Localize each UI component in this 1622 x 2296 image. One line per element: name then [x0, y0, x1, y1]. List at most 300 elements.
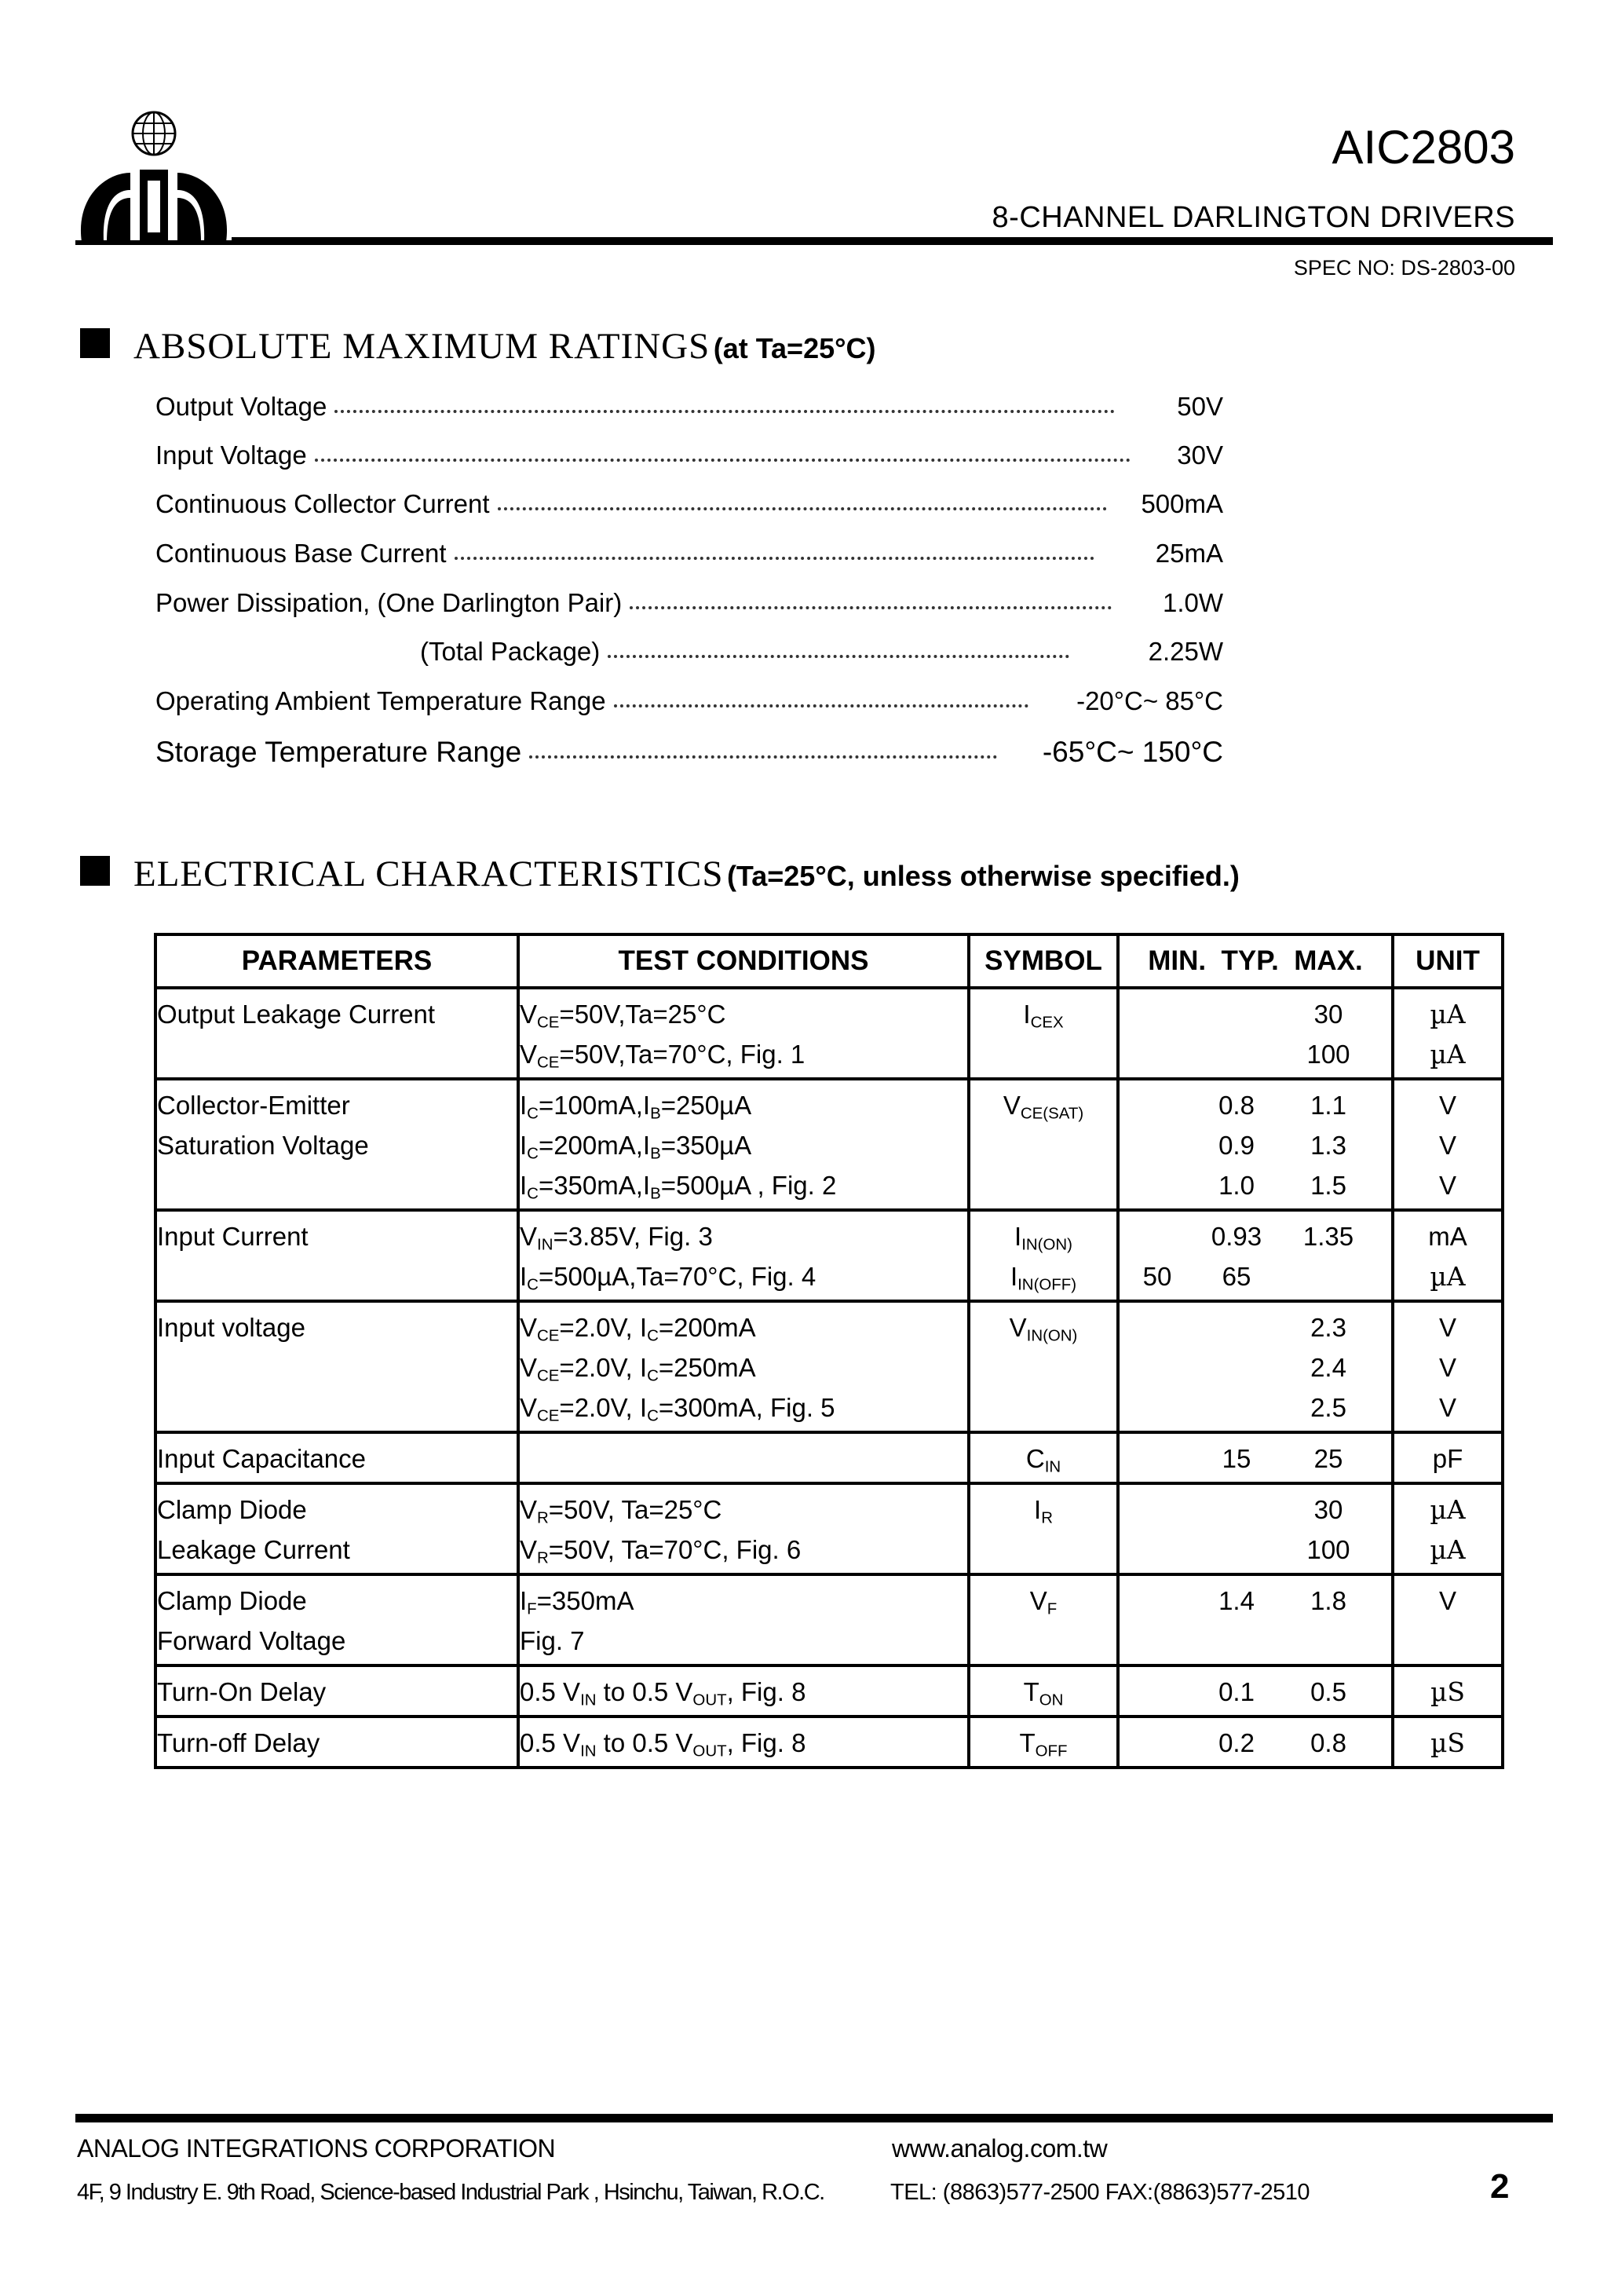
- parameter-cell: [155, 1574, 518, 1665]
- subscript: IN(ON): [1026, 1326, 1078, 1345]
- parameter-name: Clamp Diode: [157, 1586, 307, 1615]
- page-number: 2: [1490, 2167, 1510, 2206]
- rating-row: [155, 684, 1223, 718]
- parameter-name: Input Current: [157, 1222, 309, 1251]
- parameter-cell: [155, 1210, 518, 1301]
- rating-row: [155, 735, 1223, 770]
- unit-cell: [1393, 1210, 1503, 1301]
- header-symbol: SYMBOL: [969, 934, 1118, 988]
- table-row: [155, 1483, 1503, 1574]
- unit-cell: [1393, 1079, 1503, 1210]
- subscript: F: [527, 1600, 537, 1618]
- test-condition: [520, 1490, 967, 1530]
- electrical-title: ELECTRICAL CHARACTERISTICS: [133, 854, 724, 894]
- typ-value: [1195, 1347, 1278, 1387]
- symbol: [970, 1216, 1116, 1256]
- text-run: =50V,Ta=70°C, Fig. 1: [559, 1040, 806, 1069]
- min-value: [1120, 1439, 1195, 1479]
- test-condition: [520, 1085, 967, 1125]
- value-line: [1120, 1387, 1391, 1428]
- symbol-cell: [969, 988, 1118, 1079]
- subscript: C: [527, 1104, 539, 1123]
- test-condition-cell: [518, 1301, 969, 1432]
- min-value: [1120, 1530, 1195, 1570]
- symbol-cell: [969, 1079, 1118, 1210]
- section-bullet: [80, 856, 110, 886]
- text-run: V: [1009, 1313, 1027, 1342]
- test-condition-cell: [518, 1717, 969, 1768]
- rating-label: Storage Temperature Range: [155, 736, 522, 768]
- rating-label: Input Voltage: [155, 441, 307, 470]
- rating-label: Continuous Collector Current: [155, 489, 490, 518]
- header-divider: [232, 237, 1553, 245]
- min-typ-max-cell: [1118, 1665, 1393, 1717]
- section-bullet: [80, 328, 110, 358]
- dot-leader: [498, 507, 1107, 510]
- min-typ-max-cell: [1118, 1717, 1393, 1768]
- min-typ-max-cell: [1118, 1483, 1393, 1574]
- typ-value: 1.4: [1218, 1586, 1255, 1615]
- test-condition-cell: [518, 1432, 969, 1483]
- max-value: 25: [1313, 1444, 1343, 1473]
- unit-value: V: [1438, 1131, 1456, 1160]
- text-run: =3.85V, Fig. 3: [553, 1222, 713, 1251]
- typ-value: 0.9: [1218, 1131, 1255, 1160]
- subscript: R: [1041, 1508, 1053, 1527]
- header-min-typ-max: MIN. TYP. MAX.: [1118, 934, 1393, 988]
- subscript: IN(OFF): [1017, 1275, 1077, 1294]
- value-line: [1120, 1581, 1391, 1621]
- text-run: I: [520, 1091, 528, 1120]
- parameter-name: Turn-off Delay: [157, 1728, 320, 1757]
- rating-label: Operating Ambient Temperature Range: [155, 686, 606, 715]
- value-line: [1120, 994, 1391, 1034]
- typ-value: 1.0: [1218, 1171, 1255, 1200]
- footer-address: 4F, 9 Industry E. 9th Road, Science-based Industrial Park , Hsinchu, Taiwan, R.O.C.: [77, 2180, 824, 2205]
- test-condition: [520, 1672, 967, 1712]
- test-condition: [520, 1034, 967, 1074]
- table-row: [155, 988, 1503, 1079]
- test-condition: [520, 1387, 967, 1428]
- table-row: [155, 1301, 1503, 1432]
- test-condition: [520, 994, 967, 1034]
- electrical-note: (Ta=25°C, unless otherwise specified.): [726, 860, 1240, 892]
- test-condition-cell: [518, 1665, 969, 1717]
- ratings-note: (at Ta=25°C): [713, 332, 876, 364]
- max-value: 1.3: [1310, 1131, 1346, 1160]
- value-line: [1120, 1672, 1391, 1712]
- value-line: [1120, 1034, 1391, 1074]
- dot-leader: [315, 459, 1131, 462]
- symbol-cell: [969, 1483, 1118, 1574]
- test-condition-cell: [518, 988, 969, 1079]
- typ-value: 0.2: [1218, 1728, 1255, 1757]
- typ-value: [1195, 1387, 1278, 1428]
- value-line: [1120, 1216, 1391, 1256]
- unit-value: V: [1438, 1091, 1456, 1120]
- text-run: =50V, Ta=70°C, Fig. 6: [548, 1535, 802, 1564]
- min-typ-max-cell: [1118, 988, 1393, 1079]
- min-typ-max-cell: [1118, 1432, 1393, 1483]
- parameter-name: Output Leakage Current: [157, 1000, 436, 1029]
- value-line: [1120, 1490, 1391, 1530]
- rating-row: [155, 536, 1223, 571]
- rating-value: 2.25W: [1148, 637, 1223, 666]
- rating-value: -20°C~ 85°C: [1076, 686, 1223, 715]
- max-value: 1.35: [1302, 1222, 1354, 1251]
- unit-value: mA: [1428, 1222, 1467, 1251]
- parameter-name: Turn-On Delay: [157, 1677, 327, 1706]
- subscript: OUT: [692, 1742, 727, 1760]
- min-value: [1120, 1672, 1195, 1712]
- text-run: =500µA , Fig. 2: [660, 1171, 837, 1200]
- typ-value: [1195, 1034, 1278, 1074]
- subscript: R: [537, 1508, 549, 1527]
- symbol: [970, 994, 1116, 1034]
- unit-value: µA: [1430, 1039, 1466, 1069]
- unit-value: V: [1438, 1313, 1456, 1342]
- table-row: [155, 1432, 1503, 1483]
- footer-website[interactable]: www.analog.com.tw: [892, 2134, 1108, 2163]
- dot-leader: [529, 755, 997, 759]
- rating-label: Output Voltage: [155, 392, 327, 421]
- symbol-cell: [969, 1210, 1118, 1301]
- rating-row: [155, 487, 1223, 521]
- min-value: [1120, 1347, 1195, 1387]
- max-value: 1.5: [1310, 1171, 1346, 1200]
- aic-logo-icon: [75, 110, 232, 251]
- value-line: [1120, 1439, 1391, 1479]
- text-run: =2.0V, I: [559, 1353, 648, 1382]
- rating-row: [420, 634, 1223, 669]
- unit-value: µS: [1430, 1676, 1466, 1707]
- ratings-heading: [133, 328, 876, 365]
- typ-value: 15: [1222, 1444, 1251, 1473]
- parameter-name: Forward Voltage: [157, 1626, 346, 1655]
- table-row: [155, 1665, 1503, 1717]
- test-condition: [520, 1216, 967, 1256]
- unit-value: pF: [1432, 1444, 1463, 1473]
- text-run: , Fig. 8: [726, 1677, 806, 1706]
- unit-value: µA: [1430, 999, 1466, 1029]
- typ-value: [1195, 994, 1278, 1034]
- typ-value: 65: [1222, 1262, 1251, 1291]
- symbol: [970, 1723, 1116, 1763]
- text-run: V: [1029, 1586, 1047, 1615]
- unit-value: V: [1438, 1171, 1456, 1200]
- max-value: 2.5: [1310, 1393, 1346, 1422]
- unit-cell: [1393, 1483, 1503, 1574]
- parameter-name: Input voltage: [157, 1313, 305, 1342]
- test-condition-cell: [518, 1079, 969, 1210]
- max-value: 1.8: [1310, 1586, 1346, 1615]
- text-run: =250µA: [660, 1091, 752, 1120]
- test-condition: [520, 1581, 967, 1621]
- symbol: [970, 1581, 1116, 1621]
- text-run: C: [1025, 1444, 1045, 1473]
- ratings-title: ABSOLUTE MAXIMUM RATINGS: [133, 326, 711, 367]
- subscript: IN: [537, 1235, 553, 1254]
- test-condition-cell: [518, 1483, 969, 1574]
- text-run: 0.5 V: [520, 1728, 581, 1757]
- unit-value: µA: [1430, 1261, 1466, 1292]
- table-row: [155, 1574, 1503, 1665]
- rating-value: 1.0W: [1162, 588, 1223, 617]
- parameter-cell: [155, 1665, 518, 1717]
- footer-divider: [75, 2114, 1553, 2122]
- header-parameters: PARAMETERS: [155, 934, 518, 988]
- min-value: [1120, 1085, 1195, 1125]
- document-subtitle: 8-CHANNEL DARLINGTON DRIVERS: [992, 201, 1515, 234]
- text-run: =50V,Ta=25°C: [559, 1000, 726, 1029]
- symbol: [970, 1490, 1116, 1530]
- value-line: [1120, 1125, 1391, 1165]
- unit-cell: [1393, 1665, 1503, 1717]
- electrical-heading: [133, 856, 1240, 893]
- test-condition: [520, 1347, 967, 1387]
- unit-cell: [1393, 1574, 1503, 1665]
- min-value: [1120, 1216, 1195, 1256]
- symbol: [970, 1307, 1116, 1347]
- unit-value: V: [1438, 1393, 1456, 1422]
- symbol-cell: [969, 1301, 1118, 1432]
- text-run: I: [1034, 1495, 1042, 1524]
- subscript: CEX: [1030, 1013, 1064, 1032]
- min-value: [1120, 1165, 1195, 1205]
- text-run: V: [520, 1222, 538, 1251]
- subscript: OUT: [692, 1691, 727, 1709]
- typ-value: [1195, 1490, 1278, 1530]
- test-condition: [520, 1125, 967, 1165]
- subscript: R: [537, 1548, 549, 1567]
- test-condition: [520, 1165, 967, 1205]
- text-run: T: [1019, 1728, 1036, 1757]
- min-value: 50: [1142, 1262, 1172, 1291]
- unit-value: µS: [1430, 1727, 1466, 1758]
- subscript: IN: [1044, 1457, 1061, 1476]
- parameter-cell: [155, 1079, 518, 1210]
- parameter-name: Collector-Emitter: [157, 1091, 350, 1120]
- parameter-name: Saturation Voltage: [157, 1131, 369, 1160]
- text-run: V: [520, 1353, 538, 1382]
- subscript: B: [650, 1144, 661, 1163]
- subscript: IN: [580, 1691, 597, 1709]
- parameter-name: Leakage Current: [157, 1535, 350, 1564]
- subscript: C: [527, 1144, 539, 1163]
- text-run: =300mA, Fig. 5: [658, 1393, 835, 1422]
- value-line: [1120, 1256, 1391, 1296]
- text-run: V: [520, 1313, 538, 1342]
- value-line: [1120, 1307, 1391, 1347]
- value-line: [1120, 1723, 1391, 1763]
- max-value: [1278, 1256, 1379, 1296]
- text-run: =350µA: [660, 1131, 752, 1160]
- text-run: 0.5 V: [520, 1677, 581, 1706]
- min-value: [1120, 994, 1195, 1034]
- subscript: CE: [537, 1013, 560, 1032]
- text-run: to 0.5 V: [596, 1728, 693, 1757]
- test-condition: [520, 1307, 967, 1347]
- value-line: [1120, 1347, 1391, 1387]
- dot-leader: [455, 557, 1094, 560]
- rating-value: 50V: [1177, 392, 1223, 421]
- subscript: IN: [580, 1742, 597, 1760]
- symbol: [970, 1256, 1116, 1296]
- max-value: 0.5: [1310, 1677, 1346, 1706]
- min-value: [1120, 1125, 1195, 1165]
- unit-value: V: [1438, 1353, 1456, 1382]
- typ-value: 0.8: [1218, 1091, 1255, 1120]
- table-header-row: [155, 934, 1503, 988]
- value-line: [1120, 1165, 1391, 1205]
- min-value: [1120, 1034, 1195, 1074]
- min-value: [1120, 1307, 1195, 1347]
- rating-label: Continuous Base Current: [155, 539, 447, 568]
- symbol-cell: [969, 1665, 1118, 1717]
- max-value: 100: [1306, 1040, 1350, 1069]
- parameter-cell: [155, 1432, 518, 1483]
- max-value: 2.3: [1310, 1313, 1346, 1342]
- min-value: [1120, 1387, 1195, 1428]
- unit-value: µA: [1430, 1494, 1466, 1525]
- symbol-cell: [969, 1717, 1118, 1768]
- parameter-cell: [155, 1483, 518, 1574]
- subscript: OFF: [1035, 1742, 1068, 1760]
- max-value: 1.1: [1310, 1091, 1346, 1120]
- text-run: I: [520, 1171, 528, 1200]
- rating-value: -65°C~ 150°C: [1042, 736, 1223, 768]
- header-unit: UNIT: [1393, 934, 1503, 988]
- subscript: CE: [537, 1366, 560, 1385]
- text-run: =250mA: [658, 1353, 756, 1382]
- subscript: CE: [537, 1326, 560, 1345]
- text-run: V: [520, 1000, 538, 1029]
- text-run: =200mA,I: [538, 1131, 651, 1160]
- rating-label: (Total Package): [420, 637, 601, 666]
- test-condition-cell: [518, 1574, 969, 1665]
- parameter-cell: [155, 1717, 518, 1768]
- text-run: I: [1023, 1000, 1031, 1029]
- parameter-name: Clamp Diode: [157, 1495, 307, 1524]
- text-run: I: [1010, 1262, 1018, 1291]
- text-run: =2.0V, I: [559, 1393, 648, 1422]
- text-run: I: [520, 1262, 528, 1291]
- unit-cell: [1393, 1301, 1503, 1432]
- text-run: =200mA: [658, 1313, 756, 1342]
- subscript: C: [527, 1275, 539, 1294]
- unit-cell: [1393, 1432, 1503, 1483]
- text-run: T: [1023, 1677, 1039, 1706]
- subscript: ON: [1039, 1691, 1064, 1709]
- test-condition: [520, 1530, 967, 1570]
- dot-leader: [334, 410, 1115, 413]
- max-value: 0.8: [1310, 1728, 1346, 1757]
- subscript: IN(ON): [1021, 1235, 1072, 1254]
- rating-value: 500mA: [1141, 489, 1223, 518]
- subscript: C: [647, 1326, 659, 1345]
- unit-cell: [1393, 988, 1503, 1079]
- text-run: I: [1014, 1222, 1022, 1251]
- unit-value: V: [1438, 1586, 1456, 1615]
- text-run: =500µA,Ta=70°C, Fig. 4: [538, 1262, 816, 1291]
- rating-label: Power Dissipation, (One Darlington Pair): [155, 588, 623, 617]
- subscript: CE: [537, 1406, 560, 1425]
- text-run: =100mA,I: [538, 1091, 651, 1120]
- max-value: 100: [1306, 1535, 1350, 1564]
- unit-cell: [1393, 1717, 1503, 1768]
- min-value: [1120, 1723, 1195, 1763]
- text-run: I: [520, 1586, 528, 1615]
- rating-value: 30V: [1177, 441, 1223, 470]
- typ-value: 0.93: [1211, 1222, 1262, 1251]
- text-run: =350mA,I: [538, 1171, 651, 1200]
- subscript: C: [527, 1184, 539, 1203]
- text-run: =350mA: [536, 1586, 634, 1615]
- symbol: [970, 1439, 1116, 1479]
- symbol: [970, 1672, 1116, 1712]
- value-line: [1120, 1085, 1391, 1125]
- rating-row: [155, 389, 1223, 424]
- test-condition: [520, 1256, 967, 1296]
- text-run: I: [520, 1131, 528, 1160]
- symbol-cell: [969, 1574, 1118, 1665]
- min-typ-max-cell: [1118, 1079, 1393, 1210]
- text-run: Fig. 7: [520, 1626, 585, 1655]
- unit-value: µA: [1430, 1534, 1466, 1565]
- symbol: [970, 1085, 1116, 1125]
- table-row: [155, 1717, 1503, 1768]
- typ-value: [1195, 1307, 1278, 1347]
- test-condition-cell: [518, 1210, 969, 1301]
- min-typ-max-cell: [1118, 1574, 1393, 1665]
- min-value: [1120, 1581, 1195, 1621]
- parameter-cell: [155, 1301, 518, 1432]
- text-run: V: [520, 1495, 538, 1524]
- subscript: B: [650, 1104, 661, 1123]
- table-row: [155, 1210, 1503, 1301]
- rating-row: [155, 586, 1223, 620]
- subscript: CE: [537, 1053, 560, 1072]
- subscript: C: [647, 1366, 659, 1385]
- min-typ-max-cell: [1118, 1210, 1393, 1301]
- symbol-cell: [969, 1432, 1118, 1483]
- footer-company: ANALOG INTEGRATIONS CORPORATION: [77, 2134, 556, 2163]
- max-value: 2.4: [1310, 1353, 1346, 1382]
- parameter-name: Input Capacitance: [157, 1444, 367, 1473]
- parameter-cell: [155, 988, 518, 1079]
- text-run: =2.0V, I: [559, 1313, 648, 1342]
- text-run: V: [1003, 1091, 1021, 1120]
- dot-leader: [608, 655, 1069, 658]
- part-number: AIC2803: [1332, 121, 1515, 174]
- text-run: , Fig. 8: [726, 1728, 806, 1757]
- typ-value: [1195, 1530, 1278, 1570]
- spec-number: SPEC NO: DS-2803-00: [1293, 256, 1515, 280]
- max-value: 30: [1313, 1495, 1343, 1524]
- min-typ-max-cell: [1118, 1301, 1393, 1432]
- subscript: C: [647, 1406, 659, 1425]
- subscript: F: [1047, 1600, 1058, 1618]
- footer-contact: TEL: (8863)577-2500 FAX:(8863)577-2510: [890, 2180, 1310, 2205]
- table-row: [155, 1079, 1503, 1210]
- test-condition: [520, 1621, 967, 1661]
- text-run: to 0.5 V: [596, 1677, 693, 1706]
- dot-leader: [630, 606, 1112, 609]
- min-value: [1120, 1490, 1195, 1530]
- table-body: [155, 988, 1503, 1768]
- max-value: 30: [1313, 1000, 1343, 1029]
- subscript: B: [650, 1184, 661, 1203]
